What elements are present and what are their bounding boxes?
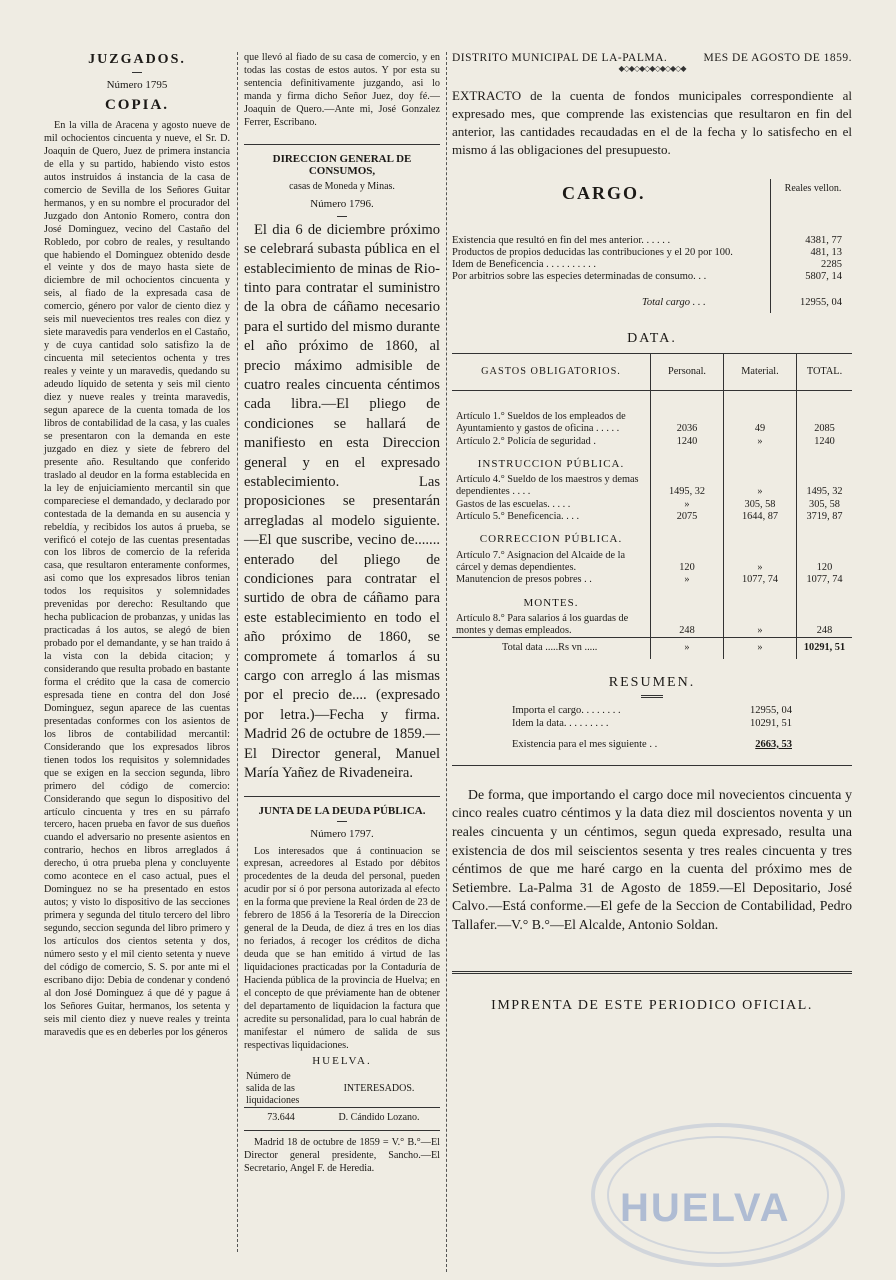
cargo-row-value: 2285 bbox=[821, 259, 842, 270]
material-value: » bbox=[724, 613, 797, 638]
table-header: Material. bbox=[724, 354, 797, 391]
table-cell: D. Cándido Lozano. bbox=[338, 1111, 420, 1123]
existencia-label: Existencia para el mes siguiente . . bbox=[512, 738, 658, 750]
divider bbox=[244, 1130, 440, 1131]
personal-value: 2036 bbox=[651, 411, 724, 436]
resumen-row bbox=[512, 704, 792, 717]
material-value: 1077, 74 bbox=[724, 574, 797, 586]
total-value: 1077, 74 bbox=[797, 574, 853, 586]
table-cell bbox=[797, 448, 853, 474]
personal-value: 2075 bbox=[651, 511, 724, 523]
personal-value: 1495, 32 bbox=[651, 474, 724, 499]
notice-number: Número 1795 bbox=[106, 79, 168, 91]
currency-header: Reales vellon. bbox=[784, 183, 842, 194]
table-cell bbox=[651, 391, 724, 412]
section-title-deuda: JUNTA DE LA DEUDA PÚBLICA. bbox=[258, 804, 426, 817]
table-cell: 73.644 bbox=[267, 1111, 295, 1123]
section-title-consumos: DIRECCION GENERAL DE CONSUMOS, bbox=[272, 152, 412, 177]
district-name: DISTRITO MUNICIPAL DE LA-PALMA. bbox=[452, 52, 668, 64]
cargo-row bbox=[452, 235, 852, 247]
total-value: 120 bbox=[797, 550, 853, 575]
watermark-text: HUELVA bbox=[620, 1186, 791, 1230]
resumen-label: Importa el cargo. . . . . . . . bbox=[512, 704, 621, 716]
column-account bbox=[452, 52, 852, 1014]
divider bbox=[337, 821, 347, 822]
row-label: Artículo 2.° Policía de seguridad . bbox=[456, 435, 596, 447]
interesados-table bbox=[244, 1071, 440, 1124]
juzgado-continuation: que llevó al fiado de su casa de comercio, y en todas las costas de estos autos. Y por esta su sentencia definitivamente juzgando, asi lo manda y firma dicho Señor Juez, doy fé.—Joaquin de Quero.—Ante mi, José Gonzalez Ferrer, Escribano. bbox=[244, 52, 440, 128]
resumen-existencia bbox=[512, 738, 792, 751]
material-value: » bbox=[724, 550, 797, 575]
divider bbox=[641, 695, 663, 698]
cargo-row bbox=[452, 259, 852, 271]
row-label: Artículo 5.° Beneficencia. . . . bbox=[456, 511, 580, 523]
divider bbox=[244, 796, 440, 797]
final-statement: De forma, que importando el cargo doce mil novecientos cincuenta y cinco reales cuatro céntimos y la data diez mil doscientos noventa y un reales cincuenta y un céntimos, segun queda expresado, resulta una existencia de dos mil seiscientos sesenta y tres reales cincuenta y tres céntimos de que me haré cargo en la cuenta del próximo mes de Setiembre. La-Palma 31 de Agosto de 1859.—El Depositario, José Calvo.—Está conforme.—El gefe de la Seccion de Contabilidad, Pedro Tallafer.—V.° B.°—El Alcalde, Antonio Soldan. bbox=[452, 786, 852, 932]
existencia-value: 2663, 53 bbox=[755, 738, 792, 750]
cargo-row-label: Idem de Beneficencia . . . . . . . . . . bbox=[452, 259, 597, 270]
district-header bbox=[452, 52, 852, 64]
resumen-block bbox=[512, 704, 792, 730]
column-divider bbox=[237, 52, 238, 1252]
juzgado-body: En la villa de Aracena y agosto nueve de mil ochocientos cincuenta y nueve, el Sr. D. Joaquin de Quero, Juez de primera instancia de ella y su partido, habiendo visto estos autos instruidos á instancia de la casa de comercio de Sevilla de los Señores Guitar hermanos, y en su nombre el procurador del Juzgado don Antonio Romero, contra don José Dominguez, vecino del Castaño del Robledo, por cobro de reales, y resultando que habiendo el Dominguez obtenido desde el veinte y dos de mayo hasta siete de diciembre de mil ochocientos cincuenta y seis, al fiado de la expresada casa de comercio, género por valor de ciento diez y seis mil nuevecientos tres reales con diez y siete maravedis para venderlos en el Castaño, y de cuya cantidad solo satisfizo la de cincuenta mil setecientos ochenta y tres reales y veinte y un maravedis, quedando su adeudo líquido de setenta y seis mil ciento diez y nueve reales y treinta maravedis, segun aparece de la cuenta tomada de los libros de contabilidad de la casa, y las cuales se presentaron con la demanda en este juzgado en diez y siete de febrero del presente año. Resultando que conferido traslado al deudor en la forma establecida en la ley de enjuiciamiento mercantil sin que compareciese el demandado, y declarado por contestada de la demanda en su ausencia y rebeldía, y recibidos los autos á prueba, se verificó el cotejo de las cuentas presentadas con los libros de comercio de la referida casa, que resultaron enteramente conformes, asi como que los expresados libros tenian todos los requisitos y solemnidades prevenidas por derecho: Resultando que hecha publicacion de probanzas, y unidas las practicadas á los autos, se alegó de bien probado por el demandante, y se han traido á la vista con la debida citacion; y considerando que resulta probado en bastante forma el crédito que la casa de comercio espresada tiene en contra del don José Dominguez, segun aparece de las cuentas presentadas conformes con los asientos de los libros de contabilidad mercantil: Considerando que los expresados libros tienen todos los requisitos y solemnidades que se exigen en la seccion segunda, libro primero del código de comercio: Considerando que segun lo dispositivo del artículo cincuenta y tres en su párrafo tercero, hacen prueba en favor de sus dueños cuando el adversario no presente asientos en contrario, hechos en libros arreglados á derecho, ú otra prueba plena y concluyente como acontece en el caso actual, pues el Dominguez no se ha presentado en estos autos; y visto lo dispositivo de las secciones primera y segunda del titulo tercero del libro segundo, seccion segunda del libro primero y los artículos dos cientos setenta y dos, número sesto y el mil ciento setenta y nueve del código de comercio, S. S. por ante mi el escribano dijo: Debia de condenar y condenó al don José Dominguez á que dé y pague á los Señores Guitar, hermanos, los setenta y seis mil ciento diez y nueve reales y treinta maravedis que es en deberles por los géneros bbox=[44, 120, 230, 1038]
material-value: 305, 58 bbox=[724, 499, 797, 511]
group-header-row bbox=[452, 448, 852, 474]
material-value: 49 bbox=[724, 411, 797, 436]
personal-value: 120 bbox=[651, 550, 724, 575]
table-cell bbox=[797, 523, 853, 549]
material-value: » bbox=[724, 474, 797, 499]
table-cell bbox=[797, 391, 853, 412]
group-title: MONTES. bbox=[523, 596, 579, 609]
row-label: Manutencion de presos pobres . . bbox=[456, 574, 592, 586]
cargo-total-label: Total cargo . . . bbox=[642, 297, 706, 308]
table-row bbox=[452, 613, 852, 638]
cargo-row-label: Existencia que resultó en fin del mes anterior. . . . . . bbox=[452, 235, 671, 246]
resumen-title: RESUMEN. bbox=[608, 674, 696, 690]
cargo-row-value: 5807, 14 bbox=[805, 271, 842, 282]
resumen-value: 12955, 04 bbox=[750, 704, 792, 716]
double-rule bbox=[452, 971, 852, 974]
total-row bbox=[452, 638, 852, 659]
personal-value: 248 bbox=[651, 613, 724, 638]
cargo-row bbox=[452, 247, 852, 259]
deuda-body: Los interesados que á continuacion se expresan, acreedores al Estado por débitos procedentes de la deuda del personal, pueden acudir por sí ó por persona autorizada al efecto en la forma que previene la Real órden de 23 de febrero de 1856 á la Tesorería de la Direccion general de la Deuda, de diez á tres en los dias no feriados, á recoger los créditos de dicha deuda que se han emitido á virtud de las liquidaciones practicadas por la Contaduría de Hacienda pública de la provincia de Huelva; en el concepto de que préviamente han de obtener del departamento de liquidacion la factura que acredite su personalidad, para lo cual habrán de manifestar el número de salida de sus respectivas liquidaciones. bbox=[244, 845, 440, 1051]
personal-value: » bbox=[651, 574, 724, 586]
imprenta-footer: IMPRENTA DE ESTE PERIODICO OFICIAL. bbox=[491, 997, 813, 1013]
material-value: » bbox=[724, 436, 797, 448]
resumen-label: Idem la data. . . . . . . . . bbox=[512, 717, 609, 729]
total-value: 248 bbox=[797, 613, 853, 638]
material-value: 1644, 87 bbox=[724, 511, 797, 523]
notice-number: Número 1796. bbox=[310, 197, 374, 210]
section-subtitle-consumos: casas de Moneda y Minas. bbox=[289, 180, 395, 192]
spacer-row bbox=[452, 391, 852, 412]
table-cell bbox=[724, 448, 797, 474]
notice-number: Número 1797. bbox=[310, 827, 374, 840]
column-juzgados bbox=[44, 52, 230, 1040]
cargo-row-value: 481, 13 bbox=[810, 247, 842, 258]
total-value: 3719, 87 bbox=[797, 511, 853, 523]
resumen-value: 10291, 51 bbox=[750, 717, 792, 729]
deuda-closing: Madrid 18 de octubre de 1859 = V.° B.°—El Director general presidente, Sancho.—El Secretario, Angel F. de Heredia. bbox=[244, 1136, 440, 1174]
table-row bbox=[452, 436, 852, 448]
data-table bbox=[452, 353, 852, 659]
table-header: INTERESADOS. bbox=[318, 1071, 440, 1108]
column-notices bbox=[244, 52, 440, 1176]
cargo-row-value: 4381, 77 bbox=[805, 235, 842, 246]
divider bbox=[337, 216, 347, 217]
section-title-juzgados: JUZGADOS. bbox=[88, 52, 186, 67]
table-row bbox=[452, 574, 852, 586]
table-cell bbox=[724, 391, 797, 412]
cargo-title: CARGO. bbox=[562, 183, 646, 203]
group-header-row bbox=[452, 587, 852, 613]
table-header: GASTOS OBLIGATORIOS. bbox=[452, 354, 651, 391]
row-label: Artículo 1.° Sueldos de los empleados de Ayuntamiento y gastos de oficina . . . . . bbox=[456, 411, 626, 435]
divider bbox=[132, 72, 142, 73]
divider bbox=[244, 144, 440, 145]
table-cell bbox=[797, 587, 853, 613]
table-cell bbox=[651, 523, 724, 549]
row-label: Gastos de las escuelas. . . . . bbox=[456, 498, 571, 510]
total-label: Total data .....Rs vn ..... bbox=[452, 638, 651, 659]
cargo-section bbox=[452, 179, 852, 319]
province-heading: HUELVA. bbox=[312, 1054, 372, 1067]
ornament-divider: ◆◇◆◇◆◇◆◇◆◇◆◇◆ bbox=[618, 64, 686, 73]
table-header: TOTAL. bbox=[797, 354, 853, 391]
month-label: MES DE AGOSTO DE 1859. bbox=[703, 52, 852, 64]
row-label: Artículo 7.° Asignacion del Alcaide de la cárcel y demas dependientes. bbox=[456, 549, 626, 573]
cargo-total-value: 12955, 04 bbox=[800, 297, 842, 308]
column-divider bbox=[446, 52, 447, 1272]
table-row bbox=[452, 550, 852, 575]
group-header-row bbox=[452, 523, 852, 549]
total-value: 2085 bbox=[797, 411, 853, 436]
group-title: CORRECCION PÚBLICA. bbox=[479, 533, 623, 546]
table-cell bbox=[724, 523, 797, 549]
cargo-rows bbox=[452, 235, 852, 283]
total-value: 1240 bbox=[797, 436, 853, 448]
table-row bbox=[452, 474, 852, 499]
total-value: 1495, 32 bbox=[797, 474, 853, 499]
table-header: Personal. bbox=[651, 354, 724, 391]
cargo-row-label: Productos de propios deducidas las contribuciones y el 20 por 100. bbox=[452, 247, 733, 258]
table-cell bbox=[724, 587, 797, 613]
table-row bbox=[452, 411, 852, 436]
divider bbox=[452, 765, 852, 766]
table-cell bbox=[651, 587, 724, 613]
total-value: » bbox=[724, 638, 797, 659]
row-label: Artículo 8.° Para salarios á los guardas de montes y demas empleados. bbox=[456, 612, 629, 637]
consumos-body: El dia 6 de diciembre próximo se celebrará subasta pública en el establecimiento de minas de Rio-tinto para contratar el suministro de la obra de cáñamo necesario para el surtido del mismo durante el año próximo de 1860, al precio máximo admisible de cuatro reales cincuenta céntimos cada libra.—El pliego de condiciones se hallará de manifiesto en esta Direccion general y en el expresado establecimiento. Las proposiciones se presentarán arregladas al modelo siguiente. —El que suscribe, vecino de....... enterado del pliego de condiciones para contratar el surtido de obra de cáñamo para este establecimiento en todo el año próximo de 1860, se compromete á tomarlos á su cargo con arreglo á las mismas por el precio de.... (expresado por letra.)—Fecha y firma. Madrid 26 de octubre de 1859.—El Director general, Manuel María Yañez de Rivadeneira. bbox=[244, 221, 440, 782]
personal-value: » bbox=[651, 499, 724, 511]
table-header: Número de salida de las liquidaciones bbox=[244, 1071, 318, 1108]
copia-heading: COPIA. bbox=[104, 97, 170, 113]
cargo-row-label: Por arbitrios sobre las especies determinadas de consumo. . . bbox=[452, 271, 707, 282]
data-title: DATA. bbox=[627, 331, 677, 346]
cargo-row bbox=[452, 271, 852, 283]
table-row bbox=[452, 511, 852, 523]
total-value: 10291, 51 bbox=[797, 638, 853, 659]
extracto-text: EXTRACTO de la cuenta de fondos municipales correspondiente al expresado mes, que comprende las existencias que resultaron en fin del anterior, las cantidades recaudadas en el de la fecha y lo satisfecho en el mismo á las obligaciones del presupuesto. bbox=[452, 88, 852, 157]
group-title: INSTRUCCION PÚBLICA. bbox=[477, 457, 625, 470]
table-row bbox=[452, 499, 852, 511]
table-cell bbox=[651, 448, 724, 474]
personal-value: 1240 bbox=[651, 436, 724, 448]
total-value: » bbox=[651, 638, 724, 659]
total-value: 305, 58 bbox=[797, 499, 853, 511]
table-cell bbox=[452, 391, 651, 412]
resumen-row bbox=[512, 717, 792, 730]
row-label: Artículo 4.° Sueldo de los maestros y demas dependientes . . . . bbox=[456, 474, 639, 498]
